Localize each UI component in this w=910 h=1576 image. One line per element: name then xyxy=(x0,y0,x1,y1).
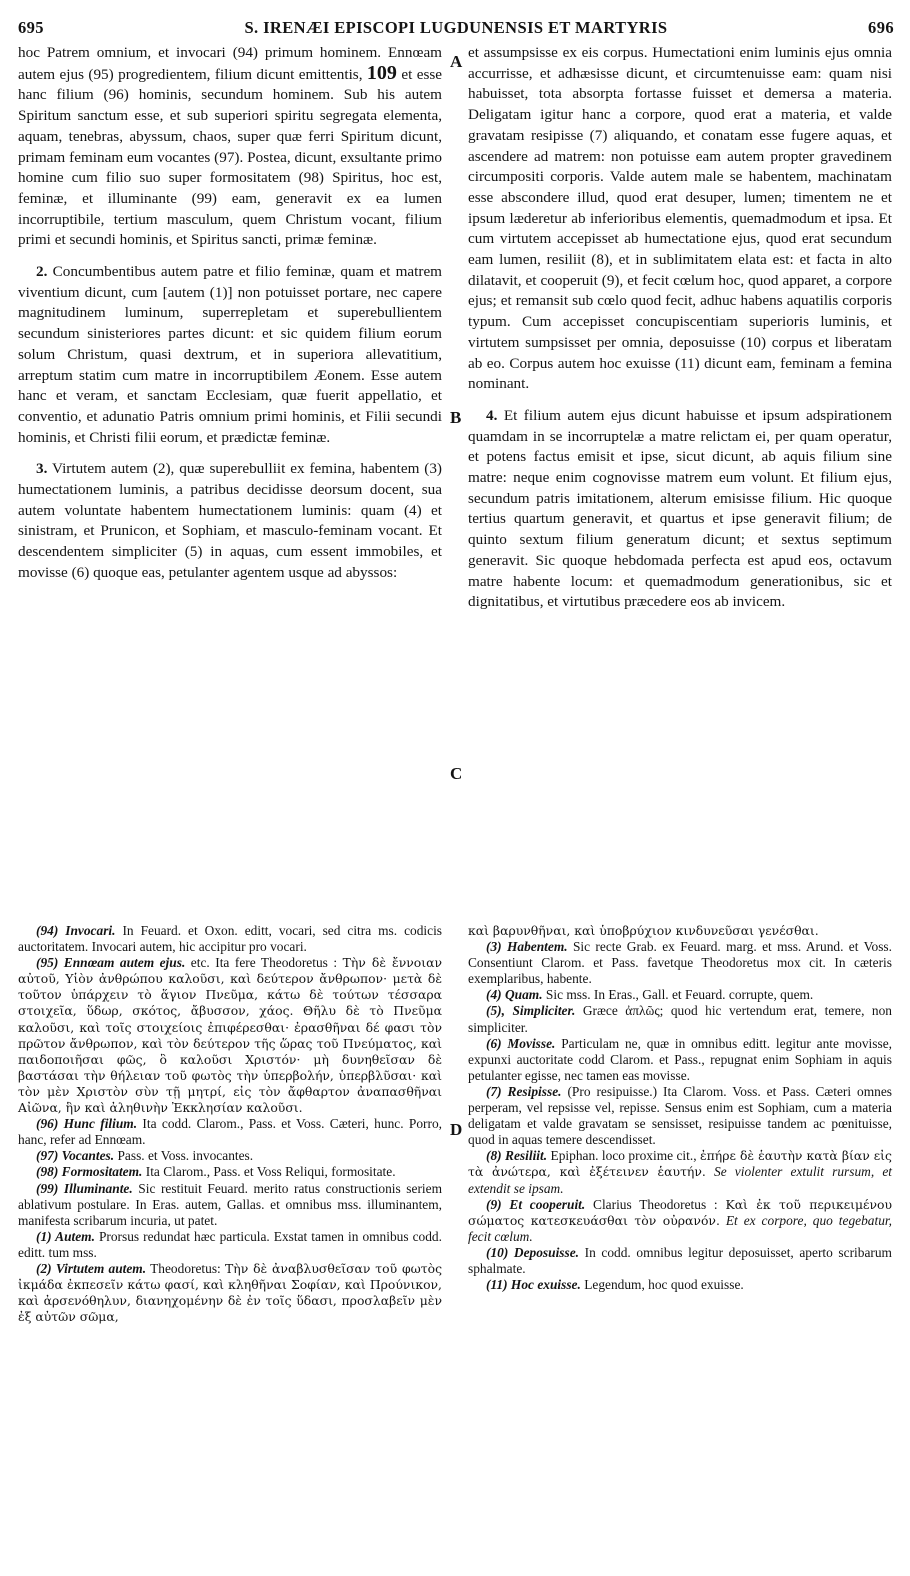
footnotes-left xyxy=(18,923,442,1325)
footnote-96 xyxy=(18,1116,442,1148)
footnote-9 xyxy=(468,1197,892,1245)
footnote-text: Epiphan. loco proxime cit., xyxy=(550,1148,697,1164)
footnote-94 xyxy=(18,923,442,955)
footnote-5 xyxy=(468,1003,892,1035)
footnote-text: (Pro resipuisse.) Ita Clarom. Voss. et Pass. Cæteri omnes perperam, vel repsisse vel, repisse. Sensus enim est Sophiam, cum a materia deligatam et valde gravatam se sensisset, resipuisse tandem ac pœnituisse, quod in aquas temere descendisset. xyxy=(468,1083,892,1148)
footnote-text: Sic recte Grab. ex Feuard. marg. et mss. Arund. et Voss. Consentiunt Clarom. et Pass. favetque Theodoretus mox cit. In cæteris exemplaribus, habente. xyxy=(468,939,892,987)
footnote-text: Pass. et Voss. invocantes. xyxy=(117,1148,254,1164)
footnote-greek: Τὴν δὲ ἀναβλυσθεῖσαν τοῦ φωτὸς ἰκμάδα ἐκπεσεῖν κάτω φασί, καὶ κληθῆναι Σοφίαν, καὶ Προύνικον, καὶ ἀρσενόθηλυν, διανηχομένην δὲ ἐν τοῖς ὕδασι, προσλαβεῖν μὲν ἐξ αὐτῶν σῶμα, xyxy=(18,1260,443,1325)
footnote-label: (10) Deposuisse. xyxy=(486,1244,580,1260)
footnote-2-continued xyxy=(468,923,892,939)
footnote-4 xyxy=(468,987,892,1003)
footnote-greek: Καὶ ἐκ τοῦ περικειμένου σώματος κατεσκευάσθαι τὸν οὐρανόν. xyxy=(468,1196,892,1228)
footnote-3 xyxy=(468,939,892,987)
footnote-97 xyxy=(18,1148,442,1164)
footnote-greek: ἐπήρε δὲ ἑαυτὴν κατὰ βίαν εἰς τὰ ἀνώτερα, καὶ ἐξέτεινεν ἑαυτήν. xyxy=(468,1148,892,1180)
paragraph-1 xyxy=(18,43,442,251)
footnote-text: Ita codd. Clarom., Pass. et Voss. Cæteri, hunc. Porro, hanc, refer ad Ennœam. xyxy=(18,1116,442,1148)
footnote-text: In Feuard. et Oxon. editt, vocari, sed citra ms. codicis auctoritatem. Invocari autem, hic accipitur pro vocari. xyxy=(18,923,442,955)
footnote-label: (97) Vocantes. xyxy=(36,1148,115,1164)
footnote-label: (8) Resiliit. xyxy=(486,1148,548,1164)
footnote-text: In codd. omnibus legitur deposuisset, aperto scribarum sphalmate. xyxy=(468,1244,892,1276)
footnote-text: Sic restituit Feuard. merito ratus constructionis seriem ablativum postulare. In Eras. autem, Gallas. et omnibus mss. illuminantem, manifesta scribarum incuria, ut patet. xyxy=(18,1180,442,1228)
footnote-text: Græce ἀπλῶς; quod hic vertendum erat, temere, non simpliciter. xyxy=(468,1003,892,1035)
footnote-95 xyxy=(18,955,442,1116)
footnote-label: (11) Hoc exuisse. xyxy=(486,1277,581,1293)
footnote-6 xyxy=(468,1036,892,1084)
footnote-greek: καὶ βαρυνθῆναι, καὶ ὑποβρύχιον κινδυνεῦσαι γενέσθαι. xyxy=(468,923,819,938)
footnote-text: Particulam ne, quæ in omnibus editt. legitur ante movisse, expunxi auctoritate codd Clarom. et Pass., repugnat enim Sophiam in aquis petulanter egisse, nec tamen eas movisse. xyxy=(468,1035,892,1083)
footnote-98 xyxy=(18,1164,442,1180)
footnote-text: Ita Clarom., Pass. et Voss Reliqui, formositate. xyxy=(145,1164,396,1180)
main-column-left xyxy=(18,43,442,584)
main-column-right xyxy=(468,43,892,613)
paragraph-3 xyxy=(18,459,442,583)
margin-letter-c: C xyxy=(450,764,463,783)
footnote-8 xyxy=(468,1148,892,1196)
margin-letter-b: B xyxy=(450,408,462,427)
footnote-text: Sic mss. In Eras., Gall. et Feuard. corrupte, quem. xyxy=(545,987,814,1003)
footnote-1 xyxy=(18,1229,442,1261)
footnote-text: etc. Ita fere Theodoretus : xyxy=(190,955,338,971)
footnote-99 xyxy=(18,1181,442,1229)
footnote-label: (98) Formositatem. xyxy=(36,1164,143,1180)
section-number-4: 4. xyxy=(486,406,498,424)
margin-letter-a: A xyxy=(450,52,463,71)
paragraph-1-text-b: et esse hanc filium (96) hominis, secundum hominem. Sub his autem Spiritum sanctum esse, et sub superiori spiritu segregata elementa, aquam, tenebras, abyssum, chaos, super quæ ferri Spiritum dicunt, primam feminam eum vocantes (97). Postea, dicunt, exsultante primo homine cum filio suo super formositatem (98) Spiritus, hoc est, feminæ, et illuminante (99) eam, generavit ex ea lumen incorruptibile, tertium masculum, quem Christum vocant, filium primi et secundi hominis, et Spiritus sancti, primæ feminæ. xyxy=(18,65,443,249)
footnote-label: (95) Ennœam autem ejus. xyxy=(36,955,186,971)
footnote-translation: Se violenter extulit rursum, et extendit se ipsam. xyxy=(468,1164,892,1196)
footnote-label: (7) Resipisse. xyxy=(486,1083,562,1099)
footnote-2 xyxy=(18,1261,442,1325)
footnote-text: Theodoretus: xyxy=(150,1260,221,1276)
section-number-2: 2. xyxy=(36,263,48,281)
footnotes-right xyxy=(468,923,892,1293)
paragraph-2-text: Concumbentibus autem patre et filio feminæ, quam et matrem viventium dicunt, cum [autem (1)] non potuisset portare, nec capere magnitudinem luminum, superrepletam et superebullientem secundum sinisteriores partes dicunt: et sic quidem filium eorum solum Christum, quasi dextrum, et in superiora allevatitium, arreptum statim cum matre in incorruptibilem Æonem. Esse autem hanc et veram, et sanctam Ecclesiam, quæ fuerit appellatio, et conventio, et adunatio Patris omnium primi hominis, et Filii secundi hominis, et Christi filii eorum, et prædictæ feminæ. xyxy=(18,263,442,446)
margin-letter-d: D xyxy=(450,1120,463,1139)
footnote-text: Clarius Theodoretus : xyxy=(593,1196,718,1212)
paragraph-3-text: Virtutem autem (2), quæ superebulliit ex femina, habentem (3) humectationem luminis, a patribus decidisse deorsum docent, sua autem voluntate habentem humectationem luminis: quam (4) et sinistram, et Prunicon, et Sophiam, et masculo-feminam vocant. Et descendentem simpliciter (5) in aquas, cum essent immobiles, et movisse (6) quoque eas, petulanter agentem usque ad abyssos: xyxy=(18,460,442,581)
paragraph-1-text-a: hoc Patrem omnium, et invocari (94) primum hominem. Ennœam autem ejus (95) progredientem, filium dicunt emittentis, xyxy=(18,44,442,83)
running-title: S. IRENÆI EPISCOPI LUGDUNENSIS ET MARTYRIS xyxy=(244,18,668,37)
paragraph-2 xyxy=(18,262,442,448)
footnote-label: (3) Habentem. xyxy=(486,939,568,955)
paragraph-right-2 xyxy=(468,406,892,613)
footnote-label: (9) Et cooperuit. xyxy=(486,1196,586,1212)
section-number-3: 3. xyxy=(36,460,48,478)
footnote-text: Prorsus redundat hæc particula. Exstat tamen in omnibus codd. editt. tum mss. xyxy=(18,1228,442,1260)
paragraph-right-1: et assumpsisse ex eis corpus. Humectationi enim luminis ejus omnia accurrisse, et adhæsisse dicunt, et circumtenuisse eam: quam nisi habuisset, tota absorpta fortasse fuisset et demersa a materia. Deligatam igitur hanc a corpore, quod erat a materia, et valde gravatam resipisse (7) aliquando, et conatam esse fugere aquas, et ascendere ad matrem: non potuisse eam autem propter gravedinem circumpositi corporis. Valde autem male se habentem, machinatam esse abscondere illud, quod erat desuper, lumen; timentem ne et ipsum læderetur ab inferioribus elementis, quemadmodum et ipsa. Et cum virtutem accepisset ab humectatione ejus, quod erat secundum eam lumen, resiliit (8), et in sublimitatem elata est: et facta in alto dilatavit, et cooperuit (9), et fecit cœlum hoc, quod apparet, a corpore ejus; et remansit sub cœlo quod fecit, adhuc habens aquatilis corporis typum. Cum accepisset concupiscentiam superioris luminis, et virtutem sumpsisset per omnia, deposuisse (10) corpus et liberatam ab eo. Corpus autem hoc exuisse (11) dicunt eam, feminam a femina nominant. xyxy=(468,44,892,393)
footnote-7 xyxy=(468,1084,892,1148)
footnote-label: (2) Virtutem autem. xyxy=(36,1260,147,1276)
page-number-right: 696 xyxy=(868,18,894,37)
footnote-label: (96) Hunc filium. xyxy=(36,1116,138,1132)
footnote-label: (1) Autem. xyxy=(36,1228,95,1244)
footnote-10 xyxy=(468,1245,892,1277)
footnote-11 xyxy=(468,1277,892,1293)
footnote-label: (99) Illuminante. xyxy=(36,1180,133,1196)
footnote-label: (6) Movisse. xyxy=(486,1035,556,1051)
paragraph-right-2-text: Et filium autem ejus dicunt habuisse et ipsum adspirationem quamdam in se incorruptelæ a matre relictam ei, per quam operatur, et potens factus emisit et ipse, sicut dicunt, ab aquis filium sine matre: neque enim cognovisse matrem eum volunt. Et filium ejus, secundum patris imitationem, alterum emisisse filium. Hic quoque tertius quartum generavit, et quartus et ipse generavit filium; de quinto sextum filium generatum dicunt; et sextus septimum generavit. Sic quoque hebdomada perfecta est apud eos, octavum matre habente locum: et quemadmodum generationibus, sic et dignitatibus, et virtutibus præcedere eos ab invicem. xyxy=(468,406,893,611)
footnote-label: (4) Quam. xyxy=(486,987,543,1003)
running-head xyxy=(18,18,894,40)
folio-number: 109 xyxy=(366,61,397,84)
footnote-greek: Τὴν δὲ ἔννοιαν αὐτοῦ, Υἱὸν ἀνθρώπου καλοῦσι, καὶ δεύτερον ἄνθρωπον· μετὰ δὲ τοῦτον ὑπάρχειν τὸ ἅγιον Πνεῦμα, κάτω δὲ τούτων τέσσαρα στοιχεῖα, ὕδωρ, σκότος, ἄβυσσον, χάος. Θῆλυ δὲ τὸ Πνεῦμα καλοῦσι, καὶ τοῖς στοιχείοις ἐπιφέρεσθαι· ἐρασθῆναι δέ φασι τὸν πρῶτον ἄνθρωπον, καὶ τὸν δεύτερον τῆς ὥρας τοῦ Πνεύματος, καὶ παιδοποιῆσαι φῶς, ὃ καλοῦσι Χριστόν· μὴ δυνηθεῖσαν δὲ βαστάσαι τὴν θήλειαν τοῦ φωτὸς τὴν ὑπερβολήν, ὑπερβλῦσαι· καὶ τὸν μὲν Χριστὸν σὺν τῇ μητρί, εἰς τὸν ἄφθαρτον ἀναπασθῆναι Αἰῶνα, ἣν καὶ ἀληθινὴν Ἐκκλησίαν καλοῦσι. xyxy=(18,955,442,1116)
page-number-left: 695 xyxy=(18,18,44,37)
footnote-label: (94) Invocari. xyxy=(36,923,116,938)
footnote-translation: Et ex corpore, quo tegebatur, fecit cœlum. xyxy=(468,1212,892,1244)
footnote-text: Legendum, hoc quod exuisse. xyxy=(584,1277,744,1293)
footnote-label: (5), Simpliciter. xyxy=(486,1003,576,1019)
